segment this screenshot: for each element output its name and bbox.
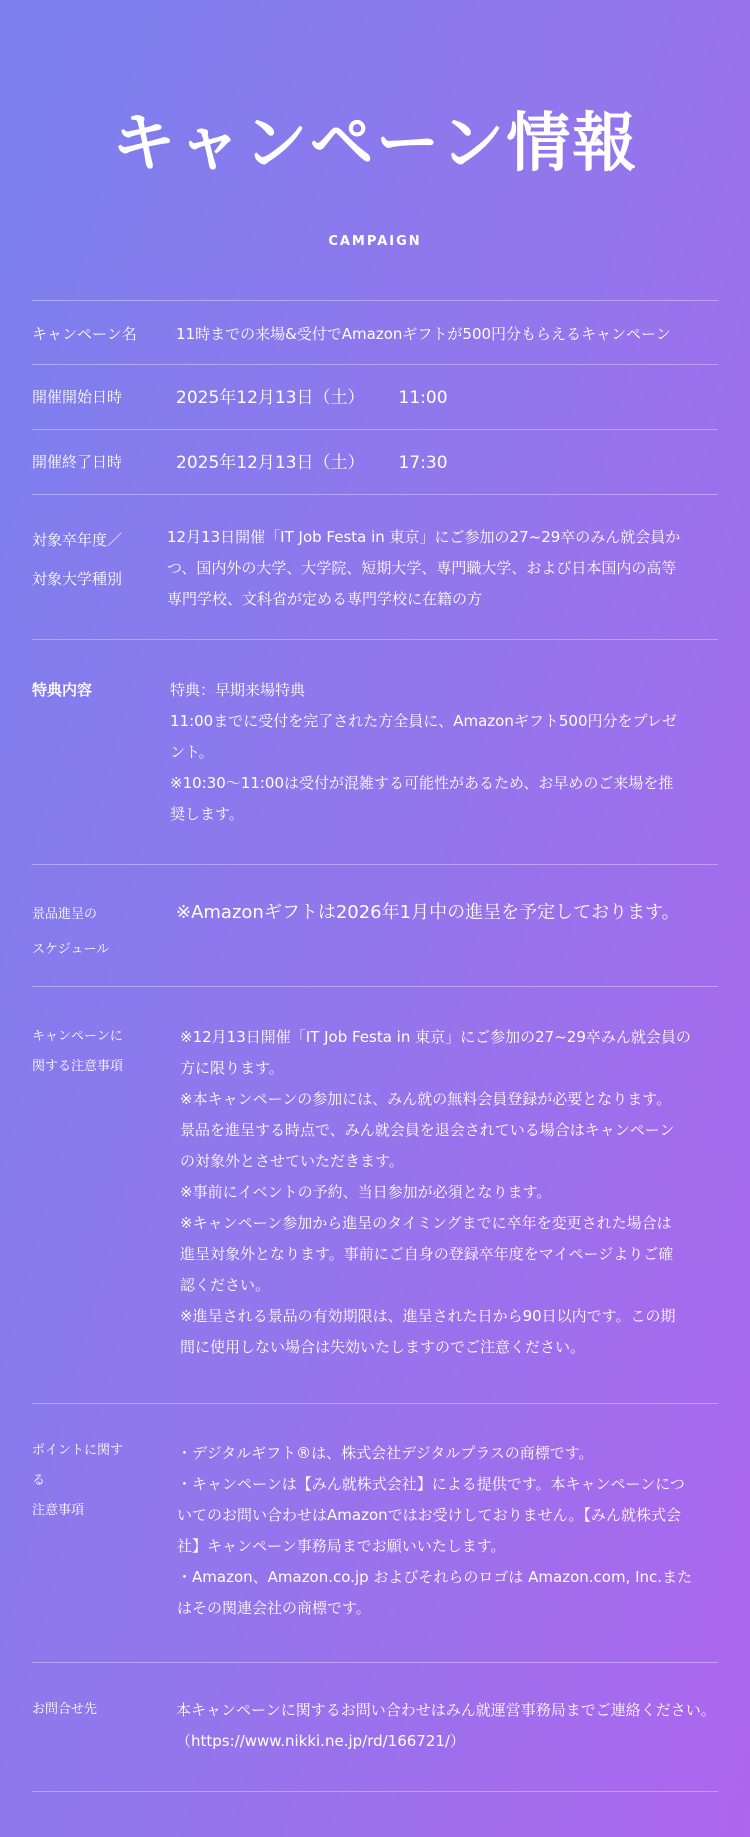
campaign-name-label: キャンペーン名 — [32, 325, 137, 343]
end-datetime-label: 開催終了日時 — [32, 453, 123, 471]
campaign-info-table — [32, 300, 718, 1792]
note-line: ※キャンペーン参加から進呈のタイミングまでに卒年を変更された場合は — [180, 1214, 672, 1232]
row-start-datetime — [32, 364, 718, 429]
schedule-label: 景品進呈の スケジュール — [32, 907, 110, 957]
benefit-line: 奨します。 — [170, 805, 244, 823]
point-note-line: はその関連会社の商標です。 — [177, 1599, 371, 1617]
benefit-value — [170, 675, 677, 830]
note-line: 方に限ります。 — [180, 1059, 284, 1077]
campaign-name-value: 11時までの来場&受付でAmazonギフトが500円分もらえるキャンペーン — [176, 325, 671, 343]
page-title: キャンペーン情報 — [111, 107, 639, 181]
benefit-line: ント。 — [170, 743, 214, 761]
row-point-notes — [32, 1403, 718, 1662]
row-benefit — [32, 639, 718, 864]
point-note-line: ・デジタルギフト®は、株式会社デジタルプラスの商標です。 — [177, 1444, 594, 1462]
note-line: ※事前にイベントの予約、当日参加が必須となります。 — [180, 1183, 552, 1201]
end-time: 17:30 — [398, 453, 448, 473]
note-line: ※12月13日開催「IT Job Festa in 東京」にご参加の27~29卒みん就会員の — [180, 1028, 691, 1046]
note-line: 間に使用しない場合は失効いたしますのでご注意ください。 — [180, 1338, 586, 1356]
schedule-value: ※Amazonギフトは2026年1月中の進呈を予定しております。 — [176, 902, 680, 923]
start-date: 2025年12月13日（土） — [176, 388, 365, 408]
note-line: 進呈対象外となります。事前にご自身の登録卒年度をマイページよりご確 — [180, 1245, 674, 1263]
target-line: つ、国内外の大学、大学院、短期大学、専門職大学、および日本国内の高等 — [167, 559, 677, 577]
row-campaign-notes — [32, 986, 718, 1403]
note-line: の対象外とさせていただきます。 — [180, 1152, 404, 1170]
start-datetime-label: 開催開始日時 — [32, 388, 123, 406]
row-contact — [32, 1662, 718, 1792]
benefit-line: 特典：早期来場特典 — [170, 681, 306, 699]
end-date: 2025年12月13日（土） — [176, 453, 365, 473]
contact-label: お問合せ先 — [32, 1702, 98, 1717]
row-campaign-name — [32, 300, 718, 364]
target-line: 専門学校、文科省が定める専門学校に在籍の方 — [167, 590, 483, 608]
note-line: 認ください。 — [180, 1276, 271, 1294]
benefit-line: ※10:30～11:00は受付が混雑する可能性があるため、お早めのご来場を推 — [170, 774, 674, 792]
target-label: 対象卒年度／ 対象大学種別 — [32, 531, 123, 588]
end-datetime-value — [176, 448, 448, 479]
point-notes-label: ポイントに関す る 注意事項 — [32, 1443, 124, 1518]
point-note-line: ・キャンペーンは【みん就株式会社】による提供です。本キャンペーンにつ — [177, 1475, 685, 1493]
note-line: ※本キャンペーンの参加には、みん就の無料会員登録が必要となります。 — [180, 1090, 672, 1108]
benefit-label: 特典内容 — [32, 681, 93, 699]
point-note-line: 社】キャンペーン事務局までお願いいたします。 — [177, 1537, 506, 1555]
target-value — [167, 522, 680, 615]
page-subtitle: CAMPAIGN — [328, 234, 422, 249]
point-note-line: いてのお問い合わせはAmazonではお受けしておりません。【みん就株式会 — [177, 1506, 682, 1524]
point-notes-value — [177, 1438, 692, 1624]
contact-text: 本キャンペーンに関するお問い合わせはみん就運営事務局までご連絡ください。 — [176, 1701, 716, 1719]
note-line: ※進呈される景品の有効期限は、進呈された日から90日以内です。この期 — [180, 1307, 676, 1325]
start-datetime-value — [176, 383, 448, 414]
start-time: 11:00 — [398, 388, 448, 408]
campaign-notes-label: キャンペーンに 関する注意事項 — [32, 1029, 124, 1074]
campaign-notes-value — [180, 1022, 691, 1363]
target-line: 12月13日開催「IT Job Festa in 東京」にご参加の27~29卒のみん就会員か — [167, 528, 681, 546]
contact-url: （https://www.nikki.ne.jp/rd/166721/） — [176, 1732, 465, 1750]
benefit-line: 11:00までに受付を完了された方全員に、Amazonギフト500円分をプレゼ — [170, 712, 677, 730]
point-note-line: ・Amazon、Amazon.co.jp およびそれらのロゴは Amazon.com, Inc.また — [177, 1568, 693, 1586]
row-end-datetime — [32, 429, 718, 494]
row-target — [32, 494, 718, 639]
row-schedule — [32, 864, 718, 986]
contact-value — [176, 1695, 716, 1757]
note-line: 景品を進呈する時点で、みん就会員を退会されている場合はキャンペーン — [180, 1121, 675, 1139]
